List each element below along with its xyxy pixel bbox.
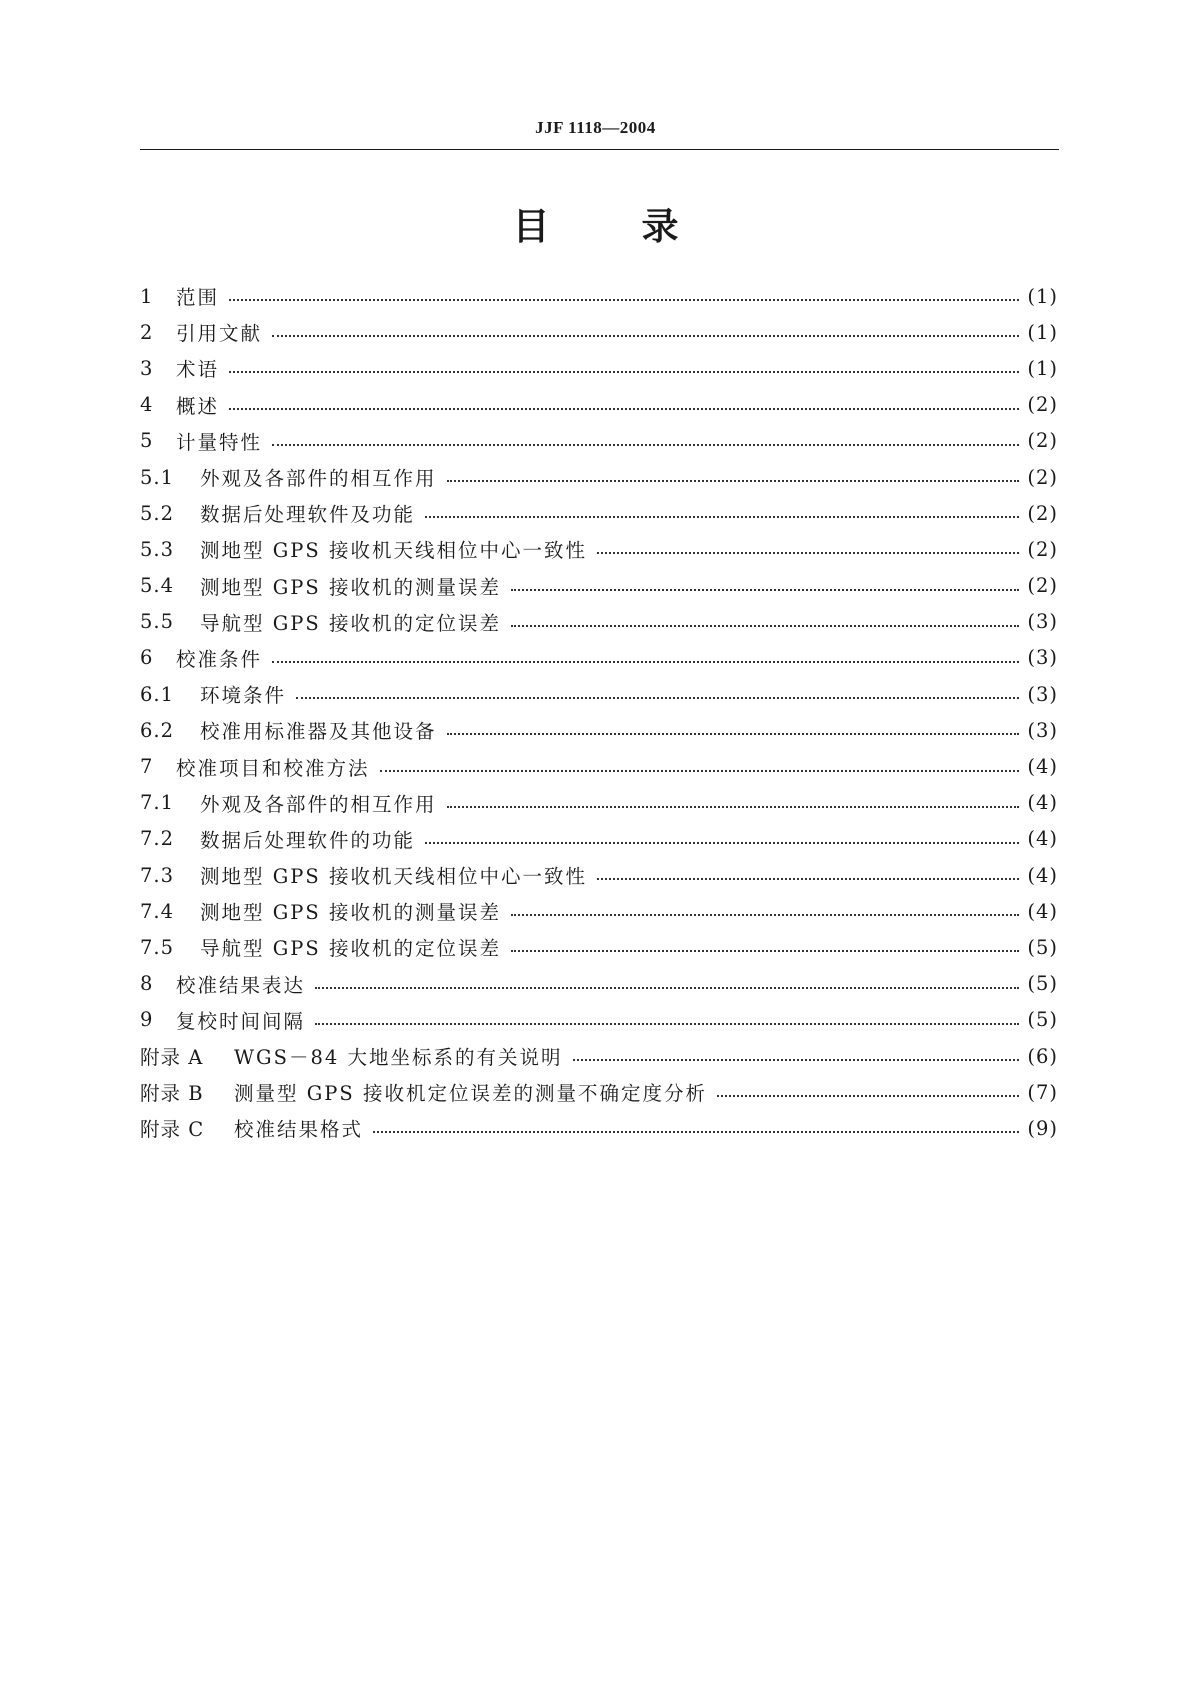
- toc-entry-number: 9: [140, 1008, 154, 1032]
- toc-entry-page: (4): [1027, 755, 1058, 779]
- toc-list: [140, 278, 1058, 1147]
- toc-entry-number: 4: [140, 393, 154, 417]
- toc-dot-leader: [447, 733, 1020, 735]
- toc-entry-number: 3: [140, 356, 154, 380]
- toc-entry[interactable]: [140, 1110, 1058, 1146]
- toc-entry[interactable]: [140, 604, 1058, 640]
- toc-dot-leader: [380, 770, 1020, 772]
- toc-entry-page: (1): [1027, 284, 1058, 308]
- toc-entry-title: 校准结果表达: [176, 973, 306, 997]
- toc-entry[interactable]: [140, 857, 1058, 893]
- toc-entry-page: (7): [1027, 1080, 1058, 1104]
- toc-entry-title: 术语: [176, 358, 220, 382]
- toc-dot-leader: [229, 299, 1019, 301]
- toc-entry-page: (1): [1027, 356, 1058, 380]
- toc-entry-number: 6: [140, 646, 154, 670]
- toc-dot-leader: [447, 480, 1020, 482]
- toc-entry-title: 测地型 GPS 接收机天线相位中心一致性: [200, 865, 587, 889]
- toc-dot-leader: [315, 1023, 1019, 1025]
- toc-dot-leader: [511, 914, 1019, 916]
- toc-entry[interactable]: [140, 350, 1058, 386]
- toc-entry[interactable]: [140, 676, 1058, 712]
- toc-entry-title: 数据后处理软件及功能: [200, 503, 416, 527]
- toc-entry-number: 5.3: [140, 537, 175, 561]
- toc-entry-title: 概述: [176, 394, 220, 418]
- toc-dot-leader: [597, 878, 1019, 880]
- toc-entry-number: 7.2: [140, 827, 175, 851]
- toc-entry-page: (2): [1027, 393, 1058, 417]
- toc-entry-title: 校准结果格式: [234, 1118, 364, 1142]
- toc-entry[interactable]: [140, 1074, 1058, 1110]
- toc-entry[interactable]: [140, 1038, 1058, 1074]
- toc-dot-leader: [315, 987, 1019, 989]
- toc-dot-leader: [573, 1059, 1020, 1061]
- toc-entry-number: 7.5: [140, 935, 175, 959]
- toc-entry-title: 范围: [176, 286, 220, 310]
- toc-entry-title: 校准用标准器及其他设备: [200, 720, 437, 744]
- toc-entry-number: 1: [140, 284, 154, 308]
- toc-dot-leader: [597, 552, 1019, 554]
- toc-entry[interactable]: [140, 459, 1058, 495]
- toc-entry-title: 测地型 GPS 接收机天线相位中心一致性: [200, 539, 587, 563]
- toc-entry-number: 附录 A: [140, 1046, 204, 1070]
- toc-entry-title: 外观及各部件的相互作用: [200, 792, 437, 816]
- toc-entry[interactable]: [140, 785, 1058, 821]
- toc-dot-leader: [272, 661, 1019, 663]
- toc-entry-title: 测量型 GPS 接收机定位误差的测量不确定度分析: [234, 1082, 707, 1106]
- toc-entry-title: 导航型 GPS 接收机的定位误差: [200, 611, 501, 635]
- toc-title-char-1: 目: [512, 205, 550, 248]
- toc-entry-page: (5): [1027, 1008, 1058, 1032]
- toc-entry-number: 2: [140, 320, 154, 344]
- toc-entry-number: 5: [140, 429, 154, 453]
- toc-dot-leader: [229, 371, 1019, 373]
- toc-entry[interactable]: [140, 568, 1058, 604]
- toc-entry-page: (2): [1027, 501, 1058, 525]
- toc-entry-page: (4): [1027, 827, 1058, 851]
- toc-entry-number: 附录 C: [140, 1118, 205, 1142]
- toc-entry-page: (2): [1027, 465, 1058, 489]
- toc-entry[interactable]: [140, 929, 1058, 965]
- toc-entry-number: 6.1: [140, 682, 175, 706]
- toc-entry-title: 校准项目和校准方法: [176, 756, 370, 780]
- toc-entry-number: 7: [140, 755, 154, 779]
- toc-entry-page: (3): [1027, 610, 1058, 634]
- toc-dot-leader: [229, 408, 1019, 410]
- toc-entry[interactable]: [140, 821, 1058, 857]
- toc-entry-page: (2): [1027, 429, 1058, 453]
- toc-entry[interactable]: [140, 893, 1058, 929]
- toc-entry-page: (9): [1027, 1116, 1058, 1140]
- toc-entry[interactable]: [140, 748, 1058, 784]
- toc-entry-page: (4): [1027, 791, 1058, 815]
- toc-entry-number: 5.2: [140, 501, 175, 525]
- toc-entry-page: (1): [1027, 320, 1058, 344]
- toc-entry-number: 7.4: [140, 899, 175, 923]
- toc-entry-title: WGS－84 大地坐标系的有关说明: [234, 1046, 563, 1070]
- toc-entry[interactable]: [140, 531, 1058, 567]
- header-divider: [140, 149, 1059, 150]
- page-header-standard-code: JJF 1118—2004: [535, 118, 656, 137]
- toc-entry-title: 外观及各部件的相互作用: [200, 467, 437, 491]
- toc-entry-title: 计量特性: [176, 430, 263, 454]
- toc-entry-title: 复校时间间隔: [176, 1009, 306, 1033]
- toc-entry-number: 6.2: [140, 718, 175, 742]
- toc-entry-page: (4): [1027, 863, 1058, 887]
- toc-entry[interactable]: [140, 1002, 1058, 1038]
- toc-entry[interactable]: [140, 640, 1058, 676]
- toc-entry[interactable]: [140, 495, 1058, 531]
- toc-entry[interactable]: [140, 423, 1058, 459]
- toc-entry-page: (2): [1027, 574, 1058, 598]
- toc-entry-page: (6): [1027, 1044, 1058, 1068]
- toc-dot-leader: [373, 1131, 1019, 1133]
- toc-entry[interactable]: [140, 314, 1058, 350]
- toc-dot-leader: [511, 625, 1019, 627]
- toc-dot-leader: [425, 842, 1019, 844]
- toc-title-char-2: 录: [641, 205, 679, 248]
- toc-entry-number: 7.3: [140, 863, 175, 887]
- toc-entry-page: (5): [1027, 972, 1058, 996]
- toc-dot-leader: [511, 950, 1019, 952]
- toc-entry-page: (3): [1027, 646, 1058, 670]
- toc-entry-page: (5): [1027, 935, 1058, 959]
- toc-dot-leader: [272, 335, 1019, 337]
- toc-entry-number: 附录 B: [140, 1082, 204, 1106]
- toc-entry[interactable]: [140, 712, 1058, 748]
- toc-entry-title: 测地型 GPS 接收机的测量误差: [200, 901, 501, 925]
- toc-entry[interactable]: [140, 278, 1058, 314]
- toc-entry-title: 导航型 GPS 接收机的定位误差: [200, 937, 501, 961]
- toc-entry-number: 5.4: [140, 574, 175, 598]
- toc-entry-page: (3): [1027, 718, 1058, 742]
- toc-dot-leader: [447, 806, 1020, 808]
- toc-entry-title: 校准条件: [176, 647, 263, 671]
- toc-dot-leader: [425, 516, 1019, 518]
- toc-entry[interactable]: [140, 966, 1058, 1002]
- toc-dot-leader: [511, 589, 1019, 591]
- toc-entry[interactable]: [140, 387, 1058, 423]
- toc-entry-number: 5.5: [140, 610, 175, 634]
- toc-title: [0, 198, 1191, 248]
- toc-dot-leader: [272, 444, 1019, 446]
- toc-entry-number: 7.1: [140, 791, 175, 815]
- toc-entry-page: (4): [1027, 899, 1058, 923]
- toc-dot-leader: [717, 1095, 1019, 1097]
- toc-entry-number: 8: [140, 972, 154, 996]
- toc-entry-title: 引用文献: [176, 322, 263, 346]
- toc-entry-title: 测地型 GPS 接收机的测量误差: [200, 575, 501, 599]
- toc-entry-page: (2): [1027, 537, 1058, 561]
- toc-entry-title: 环境条件: [200, 684, 287, 708]
- toc-entry-number: 5.1: [140, 465, 175, 489]
- toc-dot-leader: [296, 697, 1019, 699]
- toc-entry-page: (3): [1027, 682, 1058, 706]
- toc-entry-title: 数据后处理软件的功能: [200, 828, 416, 852]
